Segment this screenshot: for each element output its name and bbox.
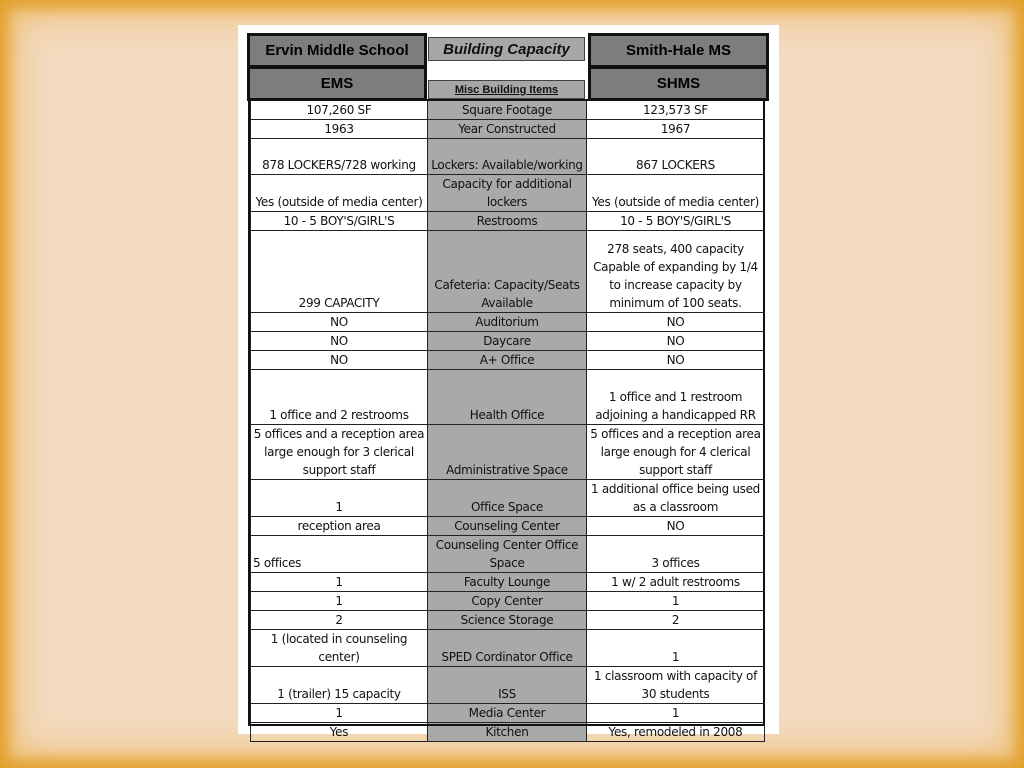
- ems-school-header: Ervin Middle School: [247, 33, 427, 68]
- ems-value-cell: 5 offices and a reception area large enough for 3 clerical support staff: [251, 425, 428, 480]
- shms-value-cell: 2: [587, 611, 765, 630]
- item-label-cell: Capacity for additional lockers: [428, 175, 587, 212]
- ems-value-cell: 878 LOCKERS/728 working: [251, 139, 428, 175]
- item-label-cell: A+ Office: [428, 351, 587, 370]
- table-row: [251, 139, 765, 175]
- item-label-cell: Kitchen: [428, 723, 587, 742]
- shms-value-cell: 1: [587, 630, 765, 667]
- item-label-cell: Year Constructed: [428, 120, 587, 139]
- misc-building-items-subtitle: Misc Building Items: [428, 80, 585, 99]
- ems-value-cell: reception area: [251, 517, 428, 536]
- table-row: [251, 536, 765, 573]
- table-row: [251, 120, 765, 139]
- item-label-cell: Science Storage: [428, 611, 587, 630]
- ems-value-cell: 1: [251, 573, 428, 592]
- table-row: [251, 517, 765, 536]
- ems-value-cell: Yes (outside of media center): [251, 175, 428, 212]
- item-label-cell: Administrative Space: [428, 425, 587, 480]
- shms-value-cell: 1 w/ 2 adult restrooms: [587, 573, 765, 592]
- shms-value-cell: 278 seats, 400 capacity Capable of expanding by 1/4 to increase capacity by minimum of 100 seats.: [587, 231, 765, 313]
- shms-value-cell: 1 classroom with capacity of 30 students: [587, 667, 765, 704]
- item-label-cell: Square Footage: [428, 101, 587, 120]
- table-row: [251, 667, 765, 704]
- shms-value-cell: NO: [587, 332, 765, 351]
- ems-value-cell: NO: [251, 351, 428, 370]
- table-row: [251, 370, 765, 425]
- shms-value-cell: 10 - 5 BOY'S/GIRL'S: [587, 212, 765, 231]
- shms-value-cell: NO: [587, 517, 765, 536]
- table-row: [251, 611, 765, 630]
- ems-value-cell: NO: [251, 313, 428, 332]
- ems-value-cell: NO: [251, 332, 428, 351]
- table-row: [251, 231, 765, 313]
- ems-value-cell: 1 office and 2 restrooms: [251, 370, 428, 425]
- item-label-cell: Office Space: [428, 480, 587, 517]
- shms-value-cell: 5 offices and a reception area large enough for 4 clerical support staff: [587, 425, 765, 480]
- item-label-cell: Counseling Center: [428, 517, 587, 536]
- shms-value-cell: Yes, remodeled in 2008: [587, 723, 765, 742]
- ems-value-cell: 1963: [251, 120, 428, 139]
- capacity-table: [250, 100, 765, 742]
- item-label-cell: Daycare: [428, 332, 587, 351]
- item-label-cell: Copy Center: [428, 592, 587, 611]
- ems-value-cell: 1: [251, 592, 428, 611]
- shms-value-cell: 3 offices: [587, 536, 765, 573]
- item-label-cell: Lockers: Available/working: [428, 139, 587, 175]
- ems-value-cell: 1 (located in counseling center): [251, 630, 428, 667]
- item-label-cell: Counseling Center Office Space: [428, 536, 587, 573]
- item-label-cell: SPED Cordinator Office: [428, 630, 587, 667]
- table-row: [251, 723, 765, 742]
- item-label-cell: Faculty Lounge: [428, 573, 587, 592]
- shms-value-cell: 867 LOCKERS: [587, 139, 765, 175]
- table-row: [251, 704, 765, 723]
- item-label-cell: Media Center: [428, 704, 587, 723]
- ems-value-cell: 1: [251, 480, 428, 517]
- ems-abbr-header: EMS: [247, 66, 427, 101]
- shms-school-header: Smith-Hale MS: [588, 33, 769, 68]
- ems-value-cell: 107,260 SF: [251, 101, 428, 120]
- table-row: [251, 332, 765, 351]
- shms-value-cell: 1 office and 1 restroom adjoining a handicapped RR: [587, 370, 765, 425]
- building-capacity-title: Building Capacity: [428, 37, 585, 61]
- item-label-cell: Restrooms: [428, 212, 587, 231]
- shms-value-cell: Yes (outside of media center): [587, 175, 765, 212]
- ems-value-cell: Yes: [251, 723, 428, 742]
- shms-value-cell: 1 additional office being used as a classroom: [587, 480, 765, 517]
- shms-abbr-header: SHMS: [588, 66, 769, 101]
- ems-value-cell: 5 offices: [251, 536, 428, 573]
- table-row: [251, 630, 765, 667]
- shms-value-cell: NO: [587, 313, 765, 332]
- shms-value-cell: 1967: [587, 120, 765, 139]
- ems-value-cell: 299 CAPACITY: [251, 231, 428, 313]
- shms-value-cell: NO: [587, 351, 765, 370]
- ems-value-cell: 10 - 5 BOY'S/GIRL'S: [251, 212, 428, 231]
- item-label-cell: Health Office: [428, 370, 587, 425]
- table-row: [251, 425, 765, 480]
- table-row: [251, 175, 765, 212]
- shms-value-cell: 1: [587, 592, 765, 611]
- shms-value-cell: 123,573 SF: [587, 101, 765, 120]
- table-row: [251, 313, 765, 332]
- ems-value-cell: 1 (trailer) 15 capacity: [251, 667, 428, 704]
- table-row: [251, 101, 765, 120]
- shms-value-cell: 1: [587, 704, 765, 723]
- table-row: [251, 573, 765, 592]
- table-row: [251, 212, 765, 231]
- ems-value-cell: 1: [251, 704, 428, 723]
- table-row: [251, 351, 765, 370]
- table-row: [251, 480, 765, 517]
- item-label-cell: Cafeteria: Capacity/Seats Available: [428, 231, 587, 313]
- item-label-cell: ISS: [428, 667, 587, 704]
- item-label-cell: Auditorium: [428, 313, 587, 332]
- table-row: [251, 592, 765, 611]
- ems-value-cell: 2: [251, 611, 428, 630]
